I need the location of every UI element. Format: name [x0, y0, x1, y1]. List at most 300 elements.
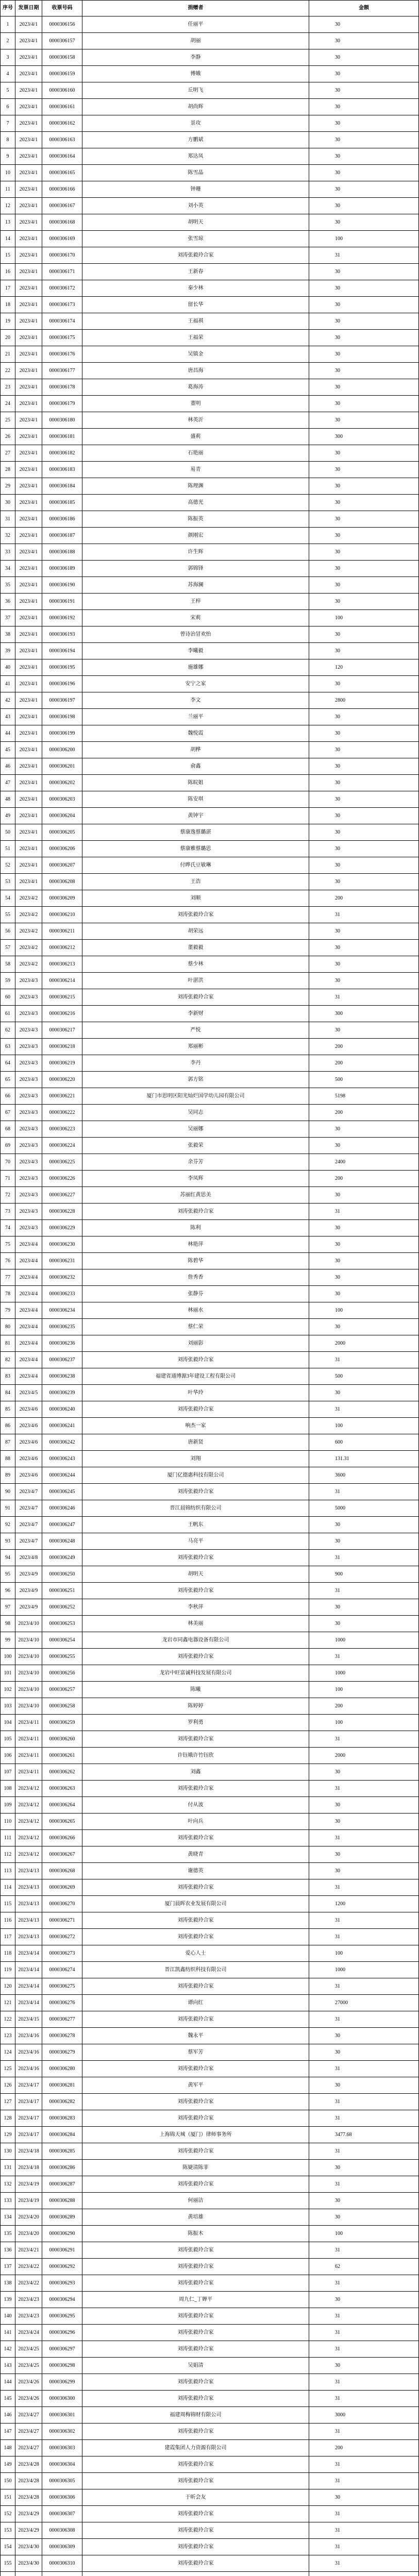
row-seq: 15 — [1, 247, 15, 264]
row-donor: 蔡仁荣 — [82, 1319, 309, 1335]
row-amount: 31 — [309, 2522, 419, 2539]
row-seq: 22 — [1, 363, 15, 379]
row-invoice: 0000306298 — [42, 2358, 82, 2374]
table-row — [1, 1451, 419, 1467]
table-row — [1, 709, 419, 725]
row-donor: 刘涛张毅玲合家 — [82, 1204, 309, 1220]
table-row — [1, 1220, 419, 1236]
row-invoice: 0000306230 — [42, 1236, 82, 1253]
row-invoice: 0000306215 — [42, 989, 82, 1006]
row-amount: 30 — [309, 33, 419, 49]
table-row — [1, 1055, 419, 1072]
row-donor: 黄钟宇 — [82, 808, 309, 824]
row-amount — [309, 2572, 419, 2576]
row-invoice: 0000306286 — [42, 2160, 82, 2176]
row-donor: 胡桦 — [82, 742, 309, 758]
row-invoice: 0000306233 — [42, 1286, 82, 1302]
row-donor: 景攻 — [82, 115, 309, 132]
table-row — [1, 528, 419, 544]
row-amount: 200 — [309, 1105, 419, 1121]
row-donor: 刘涛张毅玲合家 — [82, 2143, 309, 2160]
row-donor: 陈安琪 — [82, 791, 309, 808]
row-amount: 30 — [309, 2044, 419, 2061]
row-amount: 30 — [309, 1814, 419, 1830]
row-seq: 7 — [1, 115, 15, 132]
row-date: 2023/4/11 — [15, 1731, 42, 1748]
row-date: 2023/4/3 — [15, 1055, 42, 1072]
table-row — [1, 2226, 419, 2242]
row-date: 2023/4/4 — [15, 1253, 42, 1269]
row-date: 2023/4/26 — [15, 2391, 42, 2407]
table-row — [1, 1088, 419, 1105]
table-row — [1, 1401, 419, 1418]
row-date: 2023/4/1 — [15, 313, 42, 330]
row-donor: 任丽平 — [82, 16, 309, 33]
row-amount: 30 — [309, 874, 419, 890]
row-donor: 福建周梅锦财有限公司 — [82, 2407, 309, 2424]
row-amount: 3000 — [309, 2407, 419, 2424]
row-seq: 150 — [1, 2473, 15, 2489]
row-invoice: 0000306220 — [42, 1072, 82, 1088]
row-amount: 30 — [309, 330, 419, 346]
table-row — [1, 2061, 419, 2077]
row-invoice: 0000306179 — [42, 396, 82, 412]
row-seq: 129 — [1, 2127, 15, 2143]
row-donor: 俞鑫 — [82, 758, 309, 775]
row-invoice: 0000306252 — [42, 1599, 82, 1616]
row-date: 2023/4/1 — [15, 478, 42, 495]
row-date: 2023/4/3 — [15, 1187, 42, 1204]
row-date: 2023/4/23 — [15, 2292, 42, 2308]
row-amount: 31 — [309, 1583, 419, 1599]
table-row — [1, 1846, 419, 1863]
row-donor: 厦门晨晖农业发展有限公司 — [82, 1896, 309, 1912]
row-seq: 74 — [1, 1220, 15, 1236]
row-invoice: 0000306219 — [42, 1055, 82, 1072]
row-invoice: 0000306290 — [42, 2226, 82, 2242]
row-amount: 30 — [309, 2028, 419, 2044]
row-date: 2023/4/1 — [15, 709, 42, 725]
row-invoice: 0000306196 — [42, 676, 82, 692]
row-seq: 83 — [1, 1368, 15, 1385]
row-date: 2023/4/26 — [15, 2374, 42, 2391]
row-seq: 68 — [1, 1121, 15, 1138]
row-seq: 97 — [1, 1599, 15, 1616]
row-amount: 31 — [309, 2424, 419, 2440]
row-invoice: 0000306232 — [42, 1269, 82, 1286]
row-date: 2023/4/1 — [15, 66, 42, 82]
row-seq: 111 — [1, 1830, 15, 1846]
row-donor: 葛海涛 — [82, 379, 309, 396]
table-row — [1, 2044, 419, 2061]
row-donor: 魏永平 — [82, 2028, 309, 2044]
row-date: 2023/4/19 — [15, 2176, 42, 2193]
row-amount: 30 — [309, 561, 419, 577]
row-invoice: 0000306165 — [42, 165, 82, 181]
table-row — [1, 478, 419, 495]
row-invoice: 0000306240 — [42, 1401, 82, 1418]
row-seq: 28 — [1, 462, 15, 478]
row-seq: 3 — [1, 49, 15, 66]
table-row — [1, 1649, 419, 1665]
row-amount: 30 — [309, 313, 419, 330]
row-invoice: 0000306177 — [42, 363, 82, 379]
row-seq: 145 — [1, 2391, 15, 2407]
row-seq: 18 — [1, 297, 15, 313]
row-seq: 106 — [1, 1748, 15, 1764]
row-date: 2023/4/6 — [15, 1418, 42, 1434]
row-seq: 57 — [1, 940, 15, 956]
row-date: 2023/4/1 — [15, 544, 42, 561]
row-donor: 刘涛张毅玲合家 — [82, 2555, 309, 2572]
table-row — [1, 808, 419, 824]
table-row — [1, 2110, 419, 2127]
row-date: 2023/4/1 — [15, 231, 42, 247]
row-invoice: 0000306227 — [42, 1187, 82, 1204]
row-amount: 200 — [309, 1698, 419, 1715]
row-invoice: 0000306289 — [42, 2209, 82, 2226]
row-donor: 刘涛张毅玲合家 — [82, 1484, 309, 1500]
row-date: 2023/4/3 — [15, 989, 42, 1006]
row-donor: 刘涛张毅玲合家 — [82, 1978, 309, 1995]
row-invoice: 0000306208 — [42, 874, 82, 890]
table-row — [1, 1879, 419, 1896]
row-seq: 67 — [1, 1105, 15, 1121]
row-amount: 31 — [309, 1484, 419, 1500]
table-row — [1, 758, 419, 775]
row-donor: 李静 — [82, 49, 309, 66]
row-invoice: 0000306178 — [42, 379, 82, 396]
row-date: 2023/4/5 — [15, 1385, 42, 1401]
row-date: 2023/4/13 — [15, 1863, 42, 1879]
row-seq: 46 — [1, 758, 15, 775]
row-donor: 叶湛洪 — [82, 973, 309, 989]
row-seq: 142 — [1, 2341, 15, 2358]
row-donor: 张雪琼 — [82, 231, 309, 247]
row-invoice: 0000306287 — [42, 2176, 82, 2193]
row-amount: 131.31 — [309, 1451, 419, 1467]
row-amount: 31 — [309, 1731, 419, 1748]
row-donor: 上海锦天城（厦门）律师事务所 — [82, 2127, 309, 2143]
row-amount: 31 — [309, 2456, 419, 2473]
table-row — [1, 1434, 419, 1451]
table-row — [1, 1682, 419, 1698]
row-amount: 30 — [309, 824, 419, 841]
row-seq: 127 — [1, 2094, 15, 2110]
table-row — [1, 1715, 419, 1731]
header-date: 发票日期 — [15, 1, 42, 16]
row-invoice: 0000306226 — [42, 1171, 82, 1187]
row-invoice: 0000306185 — [42, 495, 82, 511]
row-seq: 134 — [1, 2209, 15, 2226]
row-amount: 30 — [309, 132, 419, 148]
row-amount: 30 — [309, 1797, 419, 1814]
row-date: 2023/4/1 — [15, 429, 42, 445]
table-row — [1, 2143, 419, 2160]
row-date: 2023/4/22 — [15, 2259, 42, 2275]
row-seq: 62 — [1, 1022, 15, 1039]
row-seq: 41 — [1, 676, 15, 692]
row-invoice: 0000306245 — [42, 1484, 82, 1500]
row-date: 2023/4/1 — [15, 742, 42, 758]
row-date: 2023/4/12 — [15, 1814, 42, 1830]
row-invoice: 0000306173 — [42, 297, 82, 313]
row-invoice: 0000306257 — [42, 1682, 82, 1698]
row-amount: 30 — [309, 841, 419, 857]
row-seq: 136 — [1, 2242, 15, 2259]
row-invoice: 0000306247 — [42, 1517, 82, 1533]
row-donor: 李新财 — [82, 1006, 309, 1022]
row-amount: 30 — [309, 808, 419, 824]
row-amount: 900 — [309, 1566, 419, 1583]
row-seq: 101 — [1, 1665, 15, 1682]
row-seq: 2 — [1, 33, 15, 49]
row-seq: 100 — [1, 1649, 15, 1665]
table-row — [1, 264, 419, 280]
row-invoice: 0000306308 — [42, 2522, 82, 2539]
row-seq: 137 — [1, 2259, 15, 2275]
row-seq: 110 — [1, 1814, 15, 1830]
row-seq: 70 — [1, 1154, 15, 1171]
row-seq: 60 — [1, 989, 15, 1006]
row-donor: 陈雪晶 — [82, 165, 309, 181]
row-invoice: 0000306205 — [42, 824, 82, 841]
row-donor: 郑达凤 — [82, 148, 309, 165]
row-donor: 刘涛张毅玲合家 — [82, 1649, 309, 1665]
row-seq: 143 — [1, 2358, 15, 2374]
row-amount: 30 — [309, 478, 419, 495]
table-row — [1, 297, 419, 313]
row-amount: 31 — [309, 2110, 419, 2127]
row-donor: 黄培雄 — [82, 2209, 309, 2226]
row-amount: 31 — [309, 2555, 419, 2572]
row-seq: 75 — [1, 1236, 15, 1253]
row-seq: 4 — [1, 66, 15, 82]
table-row — [1, 2341, 419, 2358]
row-donor: 李丹 — [82, 1055, 309, 1072]
row-donor: 陈婷婷 — [82, 1698, 309, 1715]
row-seq: 89 — [1, 1467, 15, 1484]
row-date: 2023/4/1 — [15, 495, 42, 511]
row-invoice: 0000306156 — [42, 16, 82, 33]
table-row — [1, 429, 419, 445]
row-amount: 30 — [309, 2193, 419, 2209]
table-row — [1, 841, 419, 857]
row-seq: 122 — [1, 2011, 15, 2028]
row-donor: 蔡军芳 — [82, 2044, 309, 2061]
row-seq: 23 — [1, 379, 15, 396]
table-row — [1, 16, 419, 33]
row-invoice: 0000306266 — [42, 1830, 82, 1846]
row-amount: 31 — [309, 1352, 419, 1368]
row-seq: 146 — [1, 2407, 15, 2424]
row-seq: 40 — [1, 659, 15, 676]
row-date: 2023/4/14 — [15, 1995, 42, 2011]
row-date: 2023/4/1 — [15, 181, 42, 198]
row-date: 2023/4/18 — [15, 2143, 42, 2160]
row-donor: 董明 — [82, 396, 309, 412]
row-seq: 88 — [1, 1451, 15, 1467]
row-donor: 付从波 — [82, 1797, 309, 1814]
row-date: 2023/4/1 — [15, 99, 42, 115]
row-date: 2023/4/18 — [15, 2160, 42, 2176]
row-invoice: 0000306253 — [42, 1616, 82, 1632]
row-date: 2023/4/24 — [15, 2325, 42, 2341]
row-seq: 14 — [1, 231, 15, 247]
table-row — [1, 676, 419, 692]
row-invoice: 0000306231 — [42, 1253, 82, 1269]
row-invoice: 0000306206 — [42, 841, 82, 857]
row-invoice: 0000306236 — [42, 1335, 82, 1352]
row-seq: 53 — [1, 874, 15, 890]
row-amount: 200 — [309, 2440, 419, 2456]
row-invoice: 0000306204 — [42, 808, 82, 824]
table-row — [1, 2028, 419, 2044]
row-amount: 30 — [309, 1533, 419, 1550]
row-seq: 21 — [1, 346, 15, 363]
row-date: 2023/4/6 — [15, 1401, 42, 1418]
row-amount: 30 — [309, 214, 419, 231]
row-donor: 李曦毅 — [82, 643, 309, 659]
row-donor: 余芬芳 — [82, 1154, 309, 1171]
row-amount: 30 — [309, 1253, 419, 1269]
table-row — [1, 2176, 419, 2193]
row-amount: 30 — [309, 511, 419, 528]
table-row — [1, 330, 419, 346]
row-seq: 49 — [1, 808, 15, 824]
table-row — [1, 2424, 419, 2440]
row-invoice: 0000306260 — [42, 1731, 82, 1748]
row-amount: 31 — [309, 1912, 419, 1929]
row-amount: 200 — [309, 1055, 419, 1072]
row-amount: 30 — [309, 99, 419, 115]
row-seq: 58 — [1, 956, 15, 973]
row-amount: 31 — [309, 1781, 419, 1797]
row-amount: 200 — [309, 1171, 419, 1187]
table-row — [1, 1006, 419, 1022]
row-invoice: 0000306261 — [42, 1748, 82, 1764]
row-invoice: 0000306221 — [42, 1088, 82, 1105]
table-row — [1, 1748, 419, 1764]
row-invoice: 0000306166 — [42, 181, 82, 198]
table-row — [1, 82, 419, 99]
row-amount: 30 — [309, 1863, 419, 1879]
table-row — [1, 1269, 419, 1286]
row-donor: 刘涛张毅玲合家 — [82, 1352, 309, 1368]
row-seq: 93 — [1, 1533, 15, 1550]
row-invoice: 0000306244 — [42, 1467, 82, 1484]
row-date: 2023/4/1 — [15, 297, 42, 313]
row-date: 2023/4/3 — [15, 1072, 42, 1088]
row-amount: 30 — [309, 544, 419, 561]
row-invoice: 0000306182 — [42, 445, 82, 462]
row-invoice: 0000306310 — [42, 2555, 82, 2572]
row-date: 2023/4/12 — [15, 1797, 42, 1814]
row-invoice: 0000306267 — [42, 1846, 82, 1863]
row-seq: 119 — [1, 1962, 15, 1978]
table-row — [1, 1302, 419, 1319]
table-row — [1, 1995, 419, 2011]
row-seq: 9 — [1, 148, 15, 165]
row-seq: 130 — [1, 2143, 15, 2160]
row-date: 2023/4/1 — [15, 594, 42, 610]
table-row — [1, 2555, 419, 2572]
row-invoice: 0000306172 — [42, 280, 82, 297]
row-invoice: 0000306225 — [42, 1154, 82, 1171]
row-date: 2023/4/23 — [15, 2308, 42, 2325]
row-donor: 于昕会友 — [82, 2489, 309, 2506]
row-seq: 73 — [1, 1204, 15, 1220]
row-date: 2023/4/20 — [15, 2209, 42, 2226]
row-invoice: 0000306280 — [42, 2061, 82, 2077]
row-amount: 30 — [309, 264, 419, 280]
row-amount: 31 — [309, 2506, 419, 2522]
row-donor: 刘涛张毅玲合家 — [82, 989, 309, 1006]
row-seq: 91 — [1, 1500, 15, 1517]
table-row — [1, 445, 419, 462]
table-row — [1, 1072, 419, 1088]
row-donor: 刘涛张毅玲合家 — [82, 247, 309, 264]
row-invoice: 0000306292 — [42, 2259, 82, 2275]
row-invoice: 0000306300 — [42, 2391, 82, 2407]
row-seq: 5 — [1, 82, 15, 99]
row-amount: 30 — [309, 165, 419, 181]
row-donor: 张毅荣 — [82, 1138, 309, 1154]
row-amount: 30 — [309, 363, 419, 379]
header-invoice: 收票号码 — [42, 1, 82, 16]
row-invoice: 0000306302 — [42, 2424, 82, 2440]
table-row — [1, 2473, 419, 2489]
table-row — [1, 1500, 419, 1517]
row-date: 2023/4/1 — [15, 824, 42, 841]
row-seq: 25 — [1, 412, 15, 429]
row-date: 2023/4/16 — [15, 2061, 42, 2077]
row-date: 2023/4/1 — [15, 214, 42, 231]
row-amount: 30 — [309, 1121, 419, 1138]
row-amount: 30 — [309, 775, 419, 791]
row-donor: 刘涛张毅玲合家 — [82, 2176, 309, 2193]
row-amount: 30 — [309, 594, 419, 610]
row-amount: 100 — [309, 610, 419, 626]
row-invoice: 0000306234 — [42, 1302, 82, 1319]
row-seq: 30 — [1, 495, 15, 511]
row-seq: 34 — [1, 561, 15, 577]
row-invoice: 0000306157 — [42, 33, 82, 49]
row-amount: 100 — [309, 231, 419, 247]
row-invoice: 0000306217 — [42, 1022, 82, 1039]
row-seq: 72 — [1, 1187, 15, 1204]
row-amount: 600 — [309, 1434, 419, 1451]
table-row — [1, 1863, 419, 1879]
row-seq: 102 — [1, 1682, 15, 1698]
row-donor: 陈曦 — [82, 1682, 309, 1698]
row-seq: 131 — [1, 2160, 15, 2176]
row-seq: 71 — [1, 1171, 15, 1187]
table-row — [1, 1121, 419, 1138]
row-date: 2023/4/3 — [15, 1022, 42, 1039]
row-donor: 刘涛张毅玲合家 — [82, 2094, 309, 2110]
row-amount: 31 — [309, 2473, 419, 2489]
row-seq: 1 — [1, 16, 15, 33]
row-date: 2023/4/7 — [15, 1484, 42, 1500]
row-seq: 19 — [1, 313, 15, 330]
row-date: 2023/4/1 — [15, 643, 42, 659]
row-date: 2023/4/1 — [15, 561, 42, 577]
row-date: 2023/4/27 — [15, 2407, 42, 2424]
row-date: 2023/4/1 — [15, 346, 42, 363]
row-seq: 140 — [1, 2308, 15, 2325]
table-row — [1, 1665, 419, 1682]
